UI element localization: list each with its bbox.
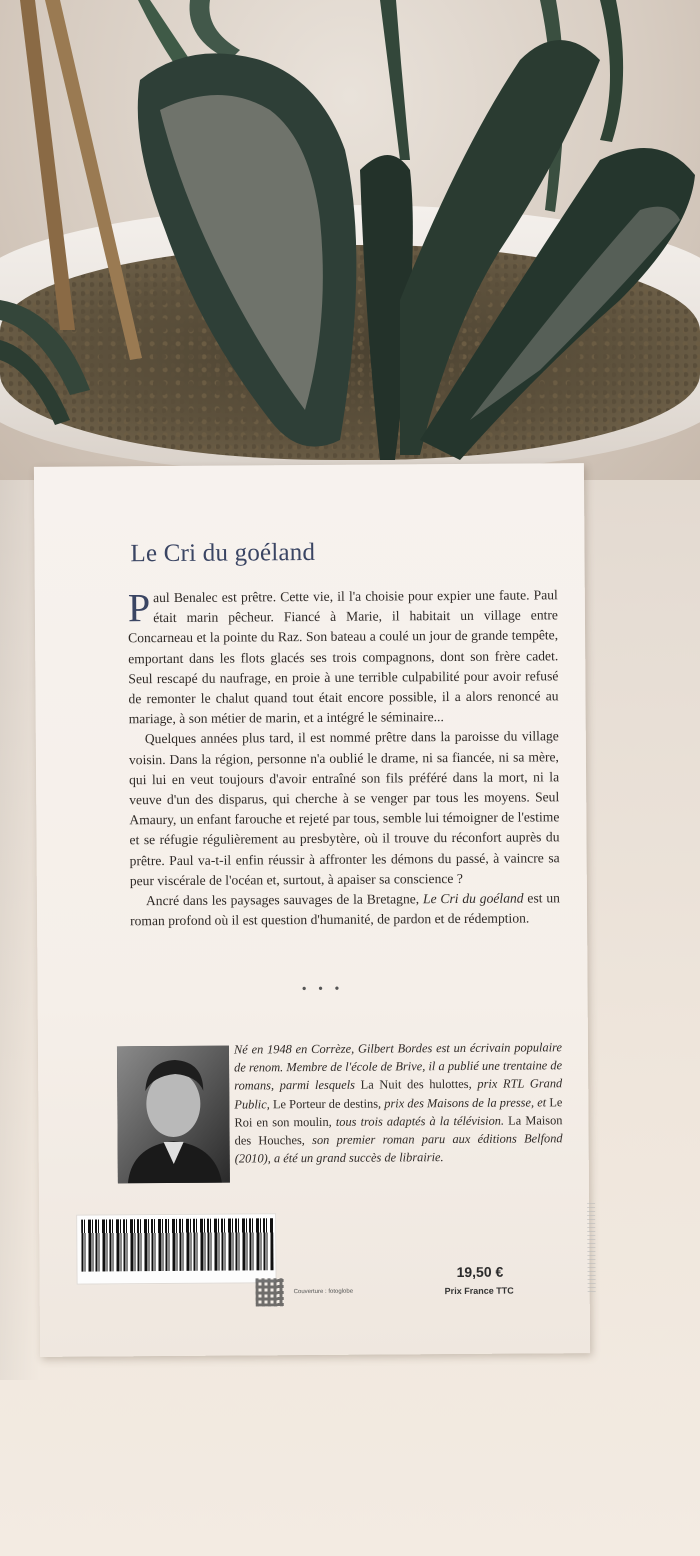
plant-leaves	[0, 0, 700, 480]
bio-title-3: Le Roi en son moulin	[234, 1094, 563, 1130]
synopsis-paragraph-3	[130, 888, 560, 931]
book-title: Le Cri du goéland	[130, 538, 316, 568]
synopsis-paragraph-1	[128, 585, 559, 729]
synopsis-title-ref: Le Cri du goéland	[422, 890, 524, 907]
bio-title-4: La Maison des Houches	[234, 1113, 563, 1148]
bio-text-3: , prix des Maisons de la presse, et	[377, 1094, 550, 1111]
bio-text-5: , son premier roman paru aux éditions Belfond (2010), a été un grand succès de librairie.	[234, 1131, 563, 1166]
author-bio	[234, 1038, 563, 1168]
barcode-bars	[81, 1218, 273, 1271]
bio-text-4: , tous trois adaptés à la télévision.	[328, 1113, 509, 1129]
synopsis-text-3b: est un roman profond où il est question d'humanité, de pardon et de rédemption.	[130, 890, 560, 929]
bio-title-2: Le Porteur de destins	[272, 1096, 379, 1111]
bio-text-1: Né en 1948 en Corrèze, Gilbert Bordes est un écrivain populaire de renom. Membre de l'école de Brive, il a publié une trentaine de romans, parmi lesquels	[233, 1040, 563, 1093]
photo-credit	[103, 1066, 114, 1166]
bio-title-1: La Nuit des hulottes	[360, 1077, 469, 1093]
synopsis-paragraph-2: Quelques années plus tard, il est nommé prêtre dans la paroisse du village voisin. Dans la région, personne n'a oublié le drame, ni sa fiancée, ni sa mère, qui lui en veut toujours d'avoir entraîné son fils préféré dans la mort, ni la veuve d'un des disparus, qui cherche à se venger par tous les moyens. Seul Amaury, un enfant farouche et rejeté par tous, semble lui témoigner de l'estime et se réfugie régulièrement au presbytère, où il trouve du réconfort auprès du prêtre. Paul va-t-il enfin réussir à affronter les démons du passé, à vaincre sa peur viscérale de l'océan et, surtout, à apaiser sa conscience ?	[128, 728, 560, 889]
qr-code	[256, 1278, 284, 1306]
drop-cap: P	[127, 585, 151, 631]
cover-credit: Couverture : fotoglobe	[293, 1288, 354, 1296]
section-separator: • • •	[301, 981, 344, 998]
price-label: Prix France TTC	[444, 1285, 514, 1297]
book-synopsis	[128, 585, 560, 931]
book-back-cover	[34, 463, 590, 1357]
side-print	[587, 1203, 596, 1293]
barcode	[76, 1213, 276, 1284]
price: 19,50 €	[456, 1263, 504, 1280]
bio-text-2: , prix RTL Grand Public,	[234, 1076, 563, 1112]
author-photo	[117, 1046, 230, 1184]
synopsis-text-3a: Ancré dans les paysages sauvages de la Bretagne,	[145, 891, 424, 909]
synopsis-text-1: aul Benalec est prêtre. Cette vie, il l'a choisie pour expier une faute. Paul était marin pêcheur. Fiancé à Marie, il habitait un village entre Concarneau et la pointe du Raz. Son bateau a coulé un jour de grande tempête, emportant dans les flots glacés ses trois compagnons, dont son frère cadet. Seul rescapé du naufrage, en proie à une terrible culpabilité pour avoir refusé de remonter le chalut quand tout était encore possible, il a alors renoncé au mariage, à son métier de marin, et a intégré le séminaire...	[128, 587, 559, 727]
